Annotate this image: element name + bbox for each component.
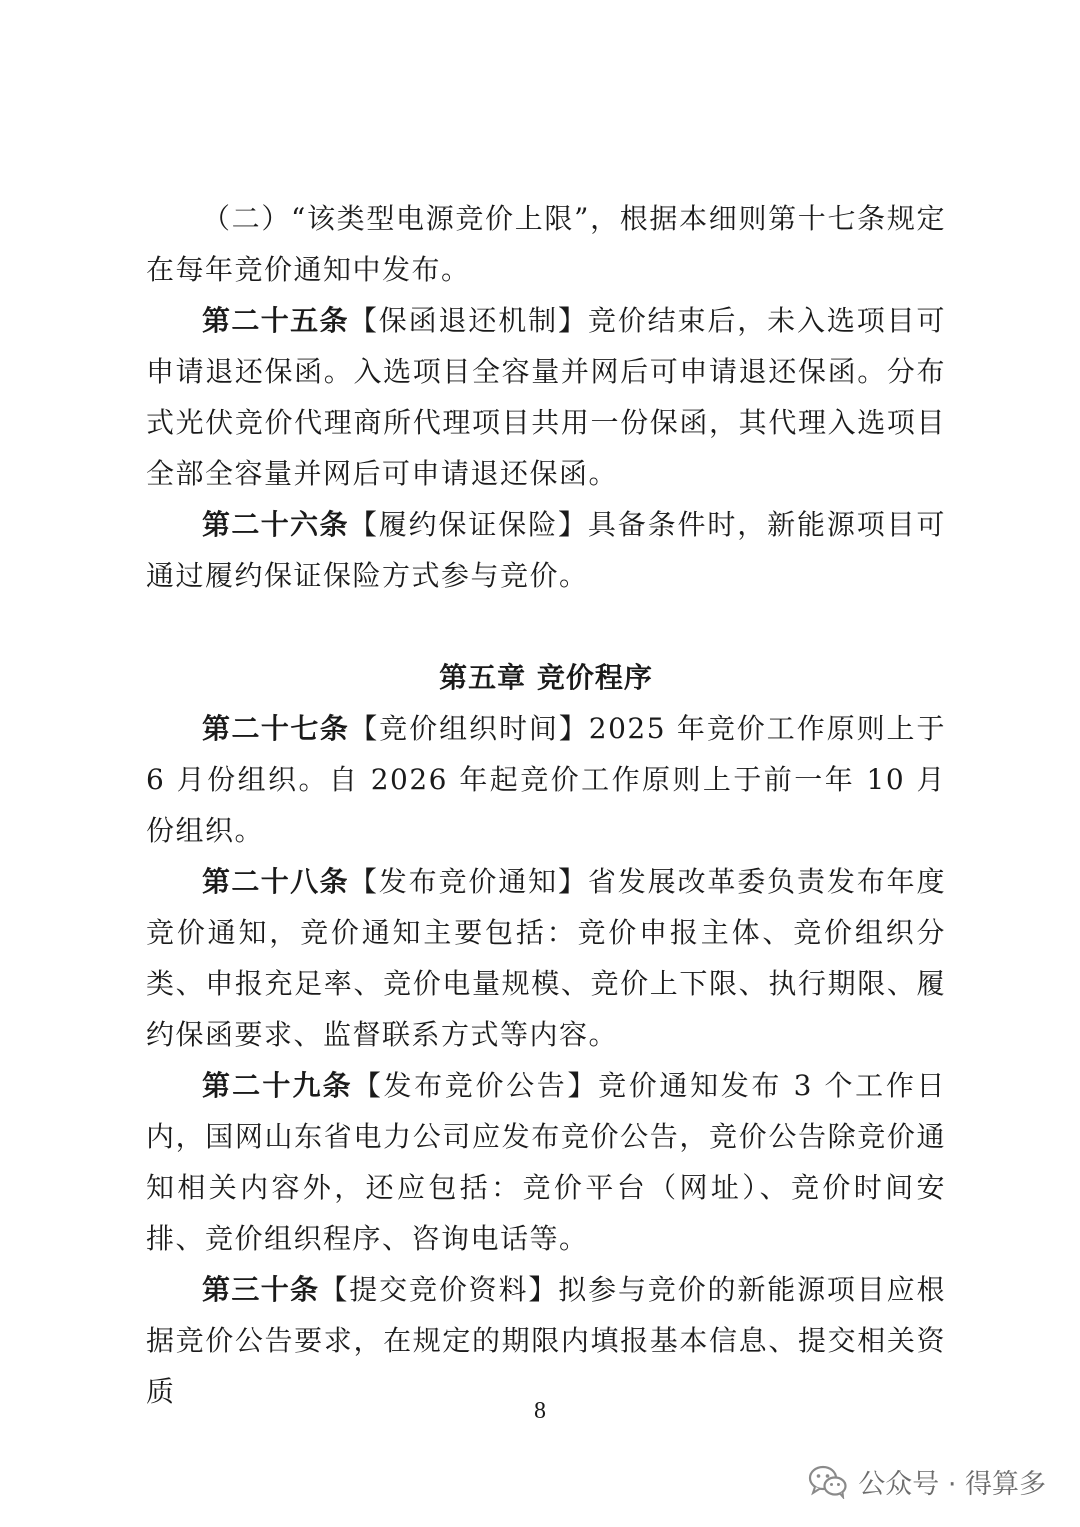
article-number: 第二十六条: [202, 508, 349, 541]
article-text: 【履约保证保险】具备条件时，新能源项目可通过履约保证保险方式参与竞价。: [146, 508, 946, 592]
paragraph-text: （二）“该类型电源竞价上限”，根据本细则第十七条规定在每年竞价通知中发布。: [146, 202, 946, 286]
article-26: [146, 499, 946, 601]
article-text: 【发布竞价公告】竞价通知发布 3 个工作日内，国网山东省电力公司应发布竞价公告，竞价公告除竞价通知相关内容外，还应包括：竞价平台（网址）、竞价时间安排、竞价组织程序、咨询电话等。: [146, 1069, 946, 1255]
article-30: [146, 1264, 946, 1417]
watermark: [808, 1462, 1046, 1501]
article-number: 第二十九条: [202, 1069, 353, 1102]
article-25: [146, 295, 946, 499]
article-text: 【竞价组织时间】2025 年竞价工作原则上于 6 月份组织。自 2026 年起竞价工作原则上于前一年 10 月份组织。: [146, 712, 946, 847]
article-text: 【发布竞价通知】省发展改革委负责发布年度竞价通知，竞价通知主要包括：竞价申报主体、竞价组织分类、申报充足率、竞价电量规模、竞价上下限、执行期限、履约保函要求、监督联系方式等内容。: [146, 865, 946, 1051]
article-number: 第三十条: [202, 1273, 320, 1306]
article-number: 第二十八条: [202, 865, 349, 898]
paragraph: [146, 193, 946, 295]
article-text: 【保函退还机制】竞价结束后，未入选项目可申请退还保函。入选项目全容量并网后可申请退还保函。分布式光伏竞价代理商所代理项目共用一份保函，其代理入选项目全部全容量并网后可申请退还保函。: [146, 304, 946, 490]
article-text: 【提交竞价资料】拟参与竞价的新能源项目应根据竞价公告要求，在规定的期限内填报基本信息、提交相关资质: [146, 1273, 946, 1408]
article-29: [146, 1060, 946, 1264]
page-number: 8: [534, 1398, 546, 1424]
document-body: [146, 193, 946, 1417]
article-number: 第二十五条: [202, 304, 349, 337]
article-number: 第二十七条: [202, 712, 350, 745]
chapter-heading: 第五章 竞价程序: [439, 661, 653, 694]
article-28: [146, 856, 946, 1060]
article-27: [146, 703, 946, 856]
watermark-text: 公众号 · 得算多: [858, 1469, 1046, 1500]
wechat-icon: [808, 1465, 848, 1499]
